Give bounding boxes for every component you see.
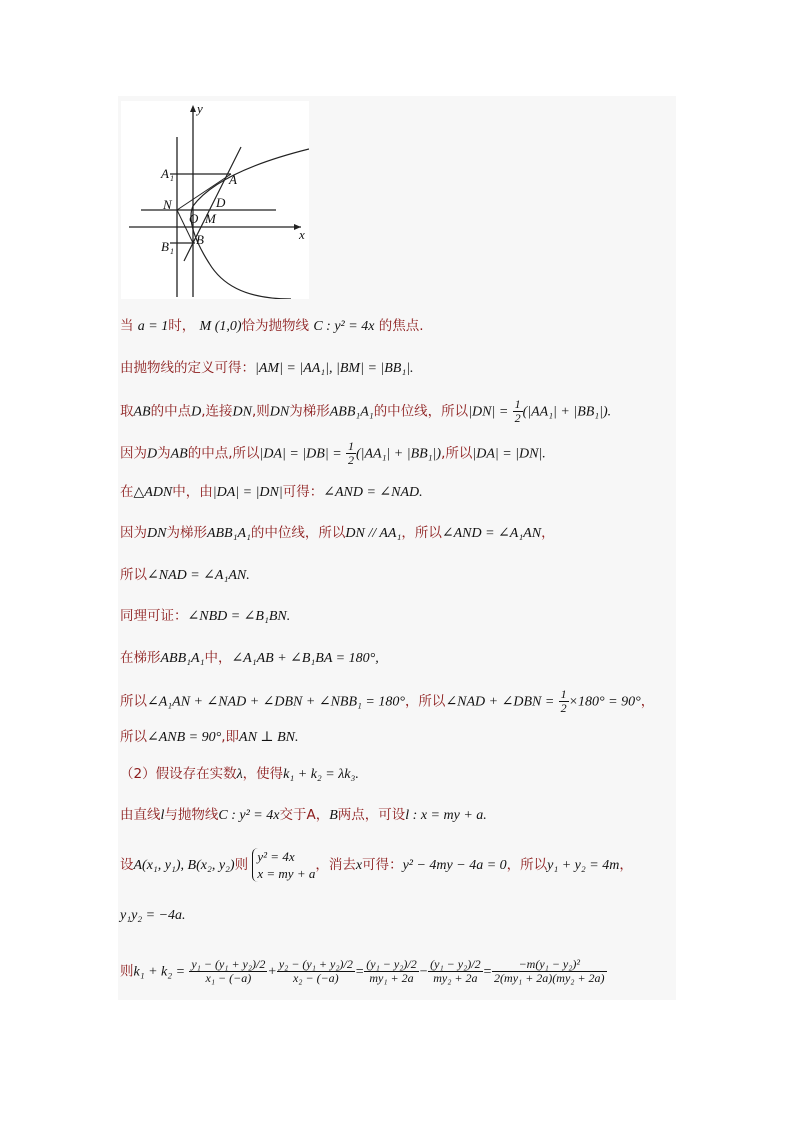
body-text: (y₁ − y₂)/2 xyxy=(430,957,481,971)
body-text: y₂ − (y₁ + y₂)/2 xyxy=(278,957,353,971)
body-text: 当 xyxy=(120,318,134,334)
math-expression: D xyxy=(147,446,158,462)
parabola-figure xyxy=(121,101,309,299)
math-expression: ∠NBD = ∠B₁BN. xyxy=(187,609,291,624)
body-text: 与抛物线 xyxy=(164,807,219,823)
point-o-label: O xyxy=(189,211,199,226)
body-text: ，所以 xyxy=(506,857,548,873)
point-a1-sub: 1 xyxy=(170,174,174,183)
math-expression: (|AA₁| + |BB₁|). xyxy=(522,404,612,420)
body-text: 因为 xyxy=(120,445,147,462)
line-3 xyxy=(120,398,611,425)
math-expression: x xyxy=(355,858,363,873)
body-text: ，使得 xyxy=(242,766,284,782)
math-expression: DN // AA₁ xyxy=(345,526,402,541)
body-text: 在 xyxy=(120,484,134,500)
math-expression: |AM| = |AA₁|, |BM| = |BB₁|. xyxy=(255,361,414,376)
math-expression: λ xyxy=(236,767,243,782)
body-text: 由直线 xyxy=(120,807,161,823)
line-13 xyxy=(120,805,487,826)
body-text: 时， xyxy=(168,318,196,334)
point-d-label: D xyxy=(216,195,226,210)
body-text: 可得： xyxy=(362,857,403,873)
math-expression: k₁ + k₂ = λk₃. xyxy=(283,767,359,782)
point-a1-label: A xyxy=(161,166,169,181)
line-12 xyxy=(120,764,359,785)
math-expression: y² − 4my − 4a = 0 xyxy=(402,858,507,873)
math-expression: B xyxy=(329,808,338,823)
body-text: my₂ + 2a xyxy=(433,971,478,985)
math-expression: y₁y₂ = −4a. xyxy=(120,908,186,923)
point-n-label: N xyxy=(163,197,172,212)
line-2 xyxy=(120,358,414,379)
math-expression: ∠AND = ∠NAD. xyxy=(323,485,423,500)
body-text: 恰为抛物线 xyxy=(241,318,310,334)
math-expression: ABB₁A₁ xyxy=(206,526,251,541)
math-expression: DN xyxy=(269,404,290,420)
body-text: 的中位线，所以 xyxy=(250,525,346,541)
body-text: 1 xyxy=(514,397,521,411)
math-expression: AB xyxy=(133,404,151,420)
line-15 xyxy=(120,905,186,926)
math-expression: − xyxy=(418,964,429,980)
math-expression: ∠AND = ∠A₁AN xyxy=(441,526,542,541)
line-6 xyxy=(120,523,555,544)
math-expression: a = 1 xyxy=(137,319,169,334)
math-expression: AB xyxy=(170,446,188,462)
line-14 xyxy=(120,848,633,882)
body-text: 由抛物线的定义可得： xyxy=(120,360,255,376)
math-expression: |DA| = |DB| = xyxy=(259,446,342,462)
math-expression: = xyxy=(482,964,493,980)
body-text: 中，由 xyxy=(172,484,213,500)
body-text: x₂ − (−a) xyxy=(292,971,339,985)
line-9 xyxy=(120,648,379,669)
fraction-4 xyxy=(428,958,482,985)
fraction-2 xyxy=(277,958,355,985)
math-expression: ABB₁A₁ xyxy=(160,651,205,666)
point-m-label: M xyxy=(205,211,216,226)
body-text: 因为 xyxy=(120,525,147,541)
parabola-diagram xyxy=(121,101,309,299)
body-text: 为 xyxy=(157,445,171,462)
body-text: 则 xyxy=(234,857,249,873)
point-b1-sub: 1 xyxy=(170,247,174,256)
body-text: 两点，可设 xyxy=(337,807,406,823)
body-text: 的中点 xyxy=(150,403,192,420)
math-expression: ∠NAD = ∠A₁AN. xyxy=(147,568,250,583)
line-8 xyxy=(120,606,290,627)
math-expression: ∠NAD + ∠DBN = xyxy=(445,694,555,710)
body-text: 所以 xyxy=(120,693,147,710)
body-text: my₁ + 2a xyxy=(369,971,414,985)
body-text: ，消去 xyxy=(315,857,356,873)
body-text: 为梯形 xyxy=(166,525,207,541)
axis-x-label: x xyxy=(299,227,305,242)
body-text: 同理可证： xyxy=(120,608,188,624)
math-expression: y₁ + y₂ = 4m xyxy=(547,858,620,873)
fraction-half xyxy=(513,398,523,425)
body-text: (y₁ − y₂)/2 xyxy=(366,957,417,971)
math-expression: + xyxy=(267,964,277,980)
point-b1-label: B xyxy=(161,239,169,254)
point-a-label: A xyxy=(229,172,237,187)
body-text: 1 xyxy=(347,439,354,453)
line-10 xyxy=(120,688,654,715)
line-5 xyxy=(120,482,423,503)
line-7 xyxy=(120,565,250,586)
line-1 xyxy=(120,316,424,337)
equation-system xyxy=(252,848,315,882)
body-text: 在梯形 xyxy=(120,650,161,666)
math-expression: |DN| = xyxy=(468,404,509,420)
math-expression: |DA| = |DN| xyxy=(212,485,283,500)
math-expression: C : y² = 4x xyxy=(313,319,375,334)
body-text: ， xyxy=(640,693,655,710)
math-expression: ABB₁A₁ xyxy=(329,404,374,420)
body-text: 取 xyxy=(120,403,134,420)
body-text: ,所以 xyxy=(441,445,473,462)
math-expression: |DA| = |DN|. xyxy=(472,446,546,462)
math-expression: AN ⊥ BN. xyxy=(239,730,299,745)
body-text: 可得： xyxy=(282,484,324,500)
body-text: ，所以 xyxy=(404,693,446,710)
body-text: 则 xyxy=(120,963,134,980)
body-text: ,连接 xyxy=(201,403,233,420)
body-text: ， xyxy=(541,525,555,541)
body-text: 2 xyxy=(347,453,354,467)
body-text: 的中点,所以 xyxy=(187,445,260,462)
body-text: x₁ − (−a) xyxy=(205,971,252,985)
body-text: y² = 4x xyxy=(257,849,295,864)
math-expression: (|AA₁| + |BB₁|) xyxy=(355,446,442,462)
body-text: 为梯形 xyxy=(289,403,330,420)
math-expression: C : y² = 4x xyxy=(218,808,280,823)
math-expression: ∠A₁AB + ∠B₁BA = 180°, xyxy=(231,651,379,666)
math-expression: DN xyxy=(232,404,252,420)
math-expression: ∠A₁AN + ∠NAD + ∠DBN + ∠NBB₁ = 180° xyxy=(147,694,405,710)
point-b-label: B xyxy=(196,232,204,247)
line-4 xyxy=(120,440,546,467)
body-text: ,则 xyxy=(251,403,270,420)
body-text: ，所以 xyxy=(401,525,442,541)
fraction-3 xyxy=(364,958,418,985)
math-expression: △ADN xyxy=(133,485,173,500)
line-11 xyxy=(120,727,298,748)
body-text: 2 xyxy=(560,701,567,715)
body-text: ,即 xyxy=(221,729,240,745)
math-expression: = xyxy=(354,964,365,980)
body-text: 设 xyxy=(120,857,134,873)
body-text: 交于A， xyxy=(279,807,330,823)
math-expression: ∠ANB = 90° xyxy=(147,730,222,745)
body-text: 所以 xyxy=(120,567,147,583)
body-text: −m(y₁ − y₂)² xyxy=(492,958,607,972)
body-text: （2）假设存在实数 xyxy=(120,766,237,782)
math-expression: A(x₁, y₁), B(x₂, y₂) xyxy=(133,858,235,873)
math-expression: ×180° = 90° xyxy=(568,694,641,710)
body-text: 所以 xyxy=(120,729,147,745)
line-16 xyxy=(120,958,607,985)
body-text: x = my + a xyxy=(257,866,316,881)
body-text: 的焦点. xyxy=(378,318,424,334)
body-text: 2 xyxy=(514,411,521,425)
math-expression: l : x = my + a. xyxy=(405,808,487,823)
body-text: 中， xyxy=(204,650,232,666)
body-text: 的中位线，所以 xyxy=(373,403,469,420)
fraction-5 xyxy=(492,958,607,985)
math-expression: l xyxy=(160,808,165,823)
fraction-half xyxy=(559,688,569,715)
math-expression: D xyxy=(191,404,202,420)
math-expression: M (1,0) xyxy=(199,319,242,334)
fraction-half xyxy=(346,440,356,467)
body-text: 1 xyxy=(560,687,567,701)
axis-y-label: y xyxy=(197,101,203,116)
y-axis-arrow xyxy=(190,105,196,112)
body-text: 2(my₁ + 2a)(my₂ + 2a) xyxy=(494,971,605,985)
body-text: y₁ − (y₁ + y₂)/2 xyxy=(191,957,266,971)
math-expression: k₁ + k₂ = xyxy=(133,964,186,980)
fraction-1 xyxy=(189,958,267,985)
math-expression: DN xyxy=(147,526,167,541)
body-text: ， xyxy=(619,857,633,873)
